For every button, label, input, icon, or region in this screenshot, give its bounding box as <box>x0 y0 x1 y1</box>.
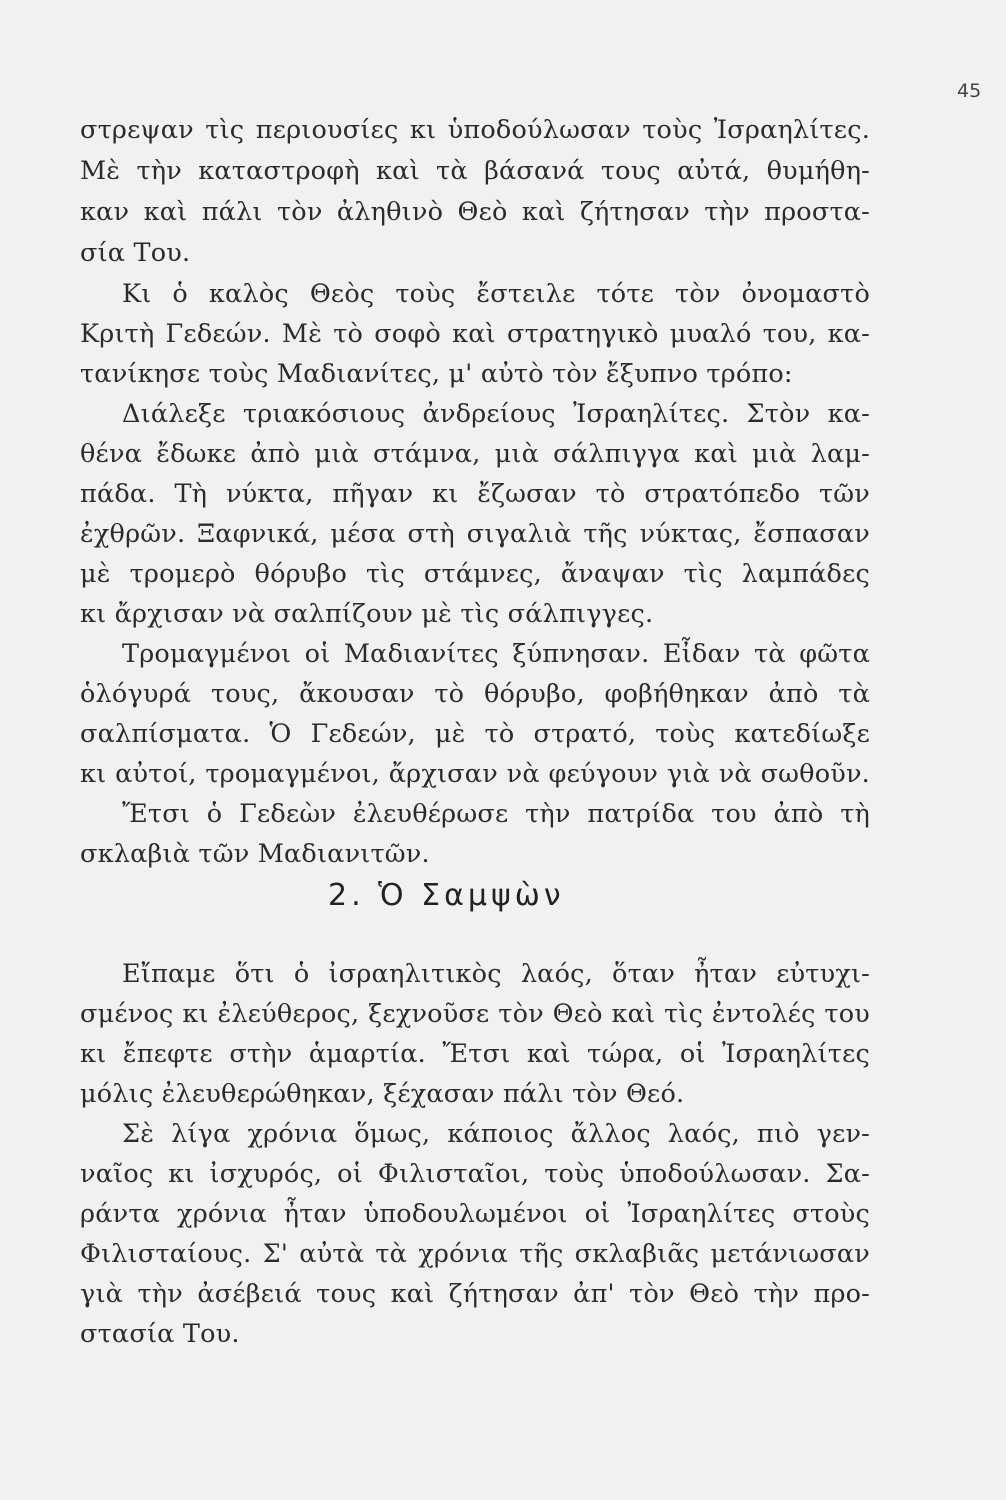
text-line: Φιλισταίους. Σ' αὐτὰ τὰ χρόνια τῆς σκλαβιᾶς μετάνιωσαν <box>80 1239 870 1269</box>
text-line: σμένος κι ἐλεύθερος, ξεχνοῦσε τὸν Θεὸ καὶ τὶς ἐντολές του <box>80 999 870 1029</box>
text-line: Μὲ τὴν καταστροφὴ καὶ τὰ βάσανά τους αὐτά, θυμήθη- <box>80 156 870 186</box>
text-line: Ἔτσι ὁ Γεδεὼν ἐλευθέρωσε τὴν πατρίδα του ἀπὸ τὴ <box>122 799 870 829</box>
text-line: στρεψαν τὶς περιουσίες κι ὑποδούλωσαν τοὺς Ἰσραηλίτες. <box>80 115 870 145</box>
text-line: καν καὶ πάλι τὸν ἀληθινὸ Θεὸ καὶ ζήτησαν τὴν προστα- <box>80 197 870 227</box>
text-line: Κριτὴ Γεδεών. Μὲ τὸ σοφὸ καὶ στρατηγικὸ μυαλό του, κα- <box>80 319 870 349</box>
text-line: θένα ἔδωκε ἀπὸ μιὰ στάμνα, μιὰ σάλπιγγα καὶ μιὰ λαμ- <box>80 439 870 469</box>
text-line: Διάλεξε τριακόσιους ἀνδρείους Ἰσραηλίτες. Στὸν κα- <box>122 399 870 429</box>
text-line: σκλαβιὰ τῶν Μαδιανιτῶν. <box>80 839 430 869</box>
section-heading: 2. Ὁ Σαμψὼν <box>328 878 565 913</box>
text-line: Εἴπαμε ὅτι ὁ ἰσραηλιτικὸς λαός, ὅταν ἦταν εὐτυχι- <box>122 959 870 989</box>
text-line: μὲ τρομερὸ θόρυβο τὶς στάμνες, ἄναψαν τὶς λαμπάδες <box>80 559 870 589</box>
text-line: ὁλόγυρά τους, ἄκουσαν τὸ θόρυβο, φοβήθηκαν ἀπὸ τὰ <box>80 679 870 709</box>
text-line: ράντα χρόνια ἦταν ὑποδουλωμένοι οἱ Ἰσραηλίτες στοὺς <box>80 1199 870 1229</box>
text-line: ἐχθρῶν. Ξαφνικά, μέσα στὴ σιγαλιὰ τῆς νύκτας, ἔσπασαν <box>80 519 870 549</box>
text-line: Τρομαγμένοι οἱ Μαδιανίτες ξύπνησαν. Εἶδαν τὰ φῶτα <box>122 639 870 669</box>
page-number: 45 <box>957 80 982 102</box>
text-line: γιὰ τὴν ἀσέβειά τους καὶ ζήτησαν ἀπ' τὸν Θεὸ τὴν προ- <box>80 1279 870 1309</box>
text-line: μόλις ἐλευθερώθηκαν, ξέχασαν πάλι τὸν Θεό. <box>80 1079 685 1109</box>
text-line: Σὲ λίγα χρόνια ὅμως, κάποιος ἄλλος λαός, πιὸ γεν- <box>122 1119 870 1149</box>
text-line: στασία Του. <box>80 1319 240 1349</box>
text-line: πάδα. Τὴ νύκτα, πῆγαν κι ἔζωσαν τὸ στρατόπεδο τῶν <box>80 479 870 509</box>
text-line: κι αὐτοί, τρομαγμένοι, ἄρχισαν νὰ φεύγουν γιὰ νὰ σωθοῦν. <box>80 759 870 789</box>
text-line: σαλπίσματα. Ὁ Γεδεών, μὲ τὸ στρατό, τοὺς κατεδίωξε <box>80 719 870 749</box>
text-line: κι ἄρχισαν νὰ σαλπίζουν μὲ τὶς σάλπιγγες. <box>80 599 654 629</box>
text-line: ναῖος κι ἰσχυρός, οἱ Φιλισταῖοι, τοὺς ὑποδούλωσαν. Σα- <box>80 1159 870 1189</box>
text-line: Κι ὁ καλὸς Θεὸς τοὺς ἔστειλε τότε τὸν ὀνομαστὸ <box>122 279 870 309</box>
text-line: σία Του. <box>80 238 191 268</box>
text-line: τανίκησε τοὺς Μαδιανίτες, μ' αὐτὸ τὸν ἔξυπνο τρόπο: <box>80 359 793 389</box>
text-line: κι ἔπεφτε στὴν ἁμαρτία. Ἔτσι καὶ τώρα, οἱ Ἰσραηλίτες <box>80 1039 870 1069</box>
